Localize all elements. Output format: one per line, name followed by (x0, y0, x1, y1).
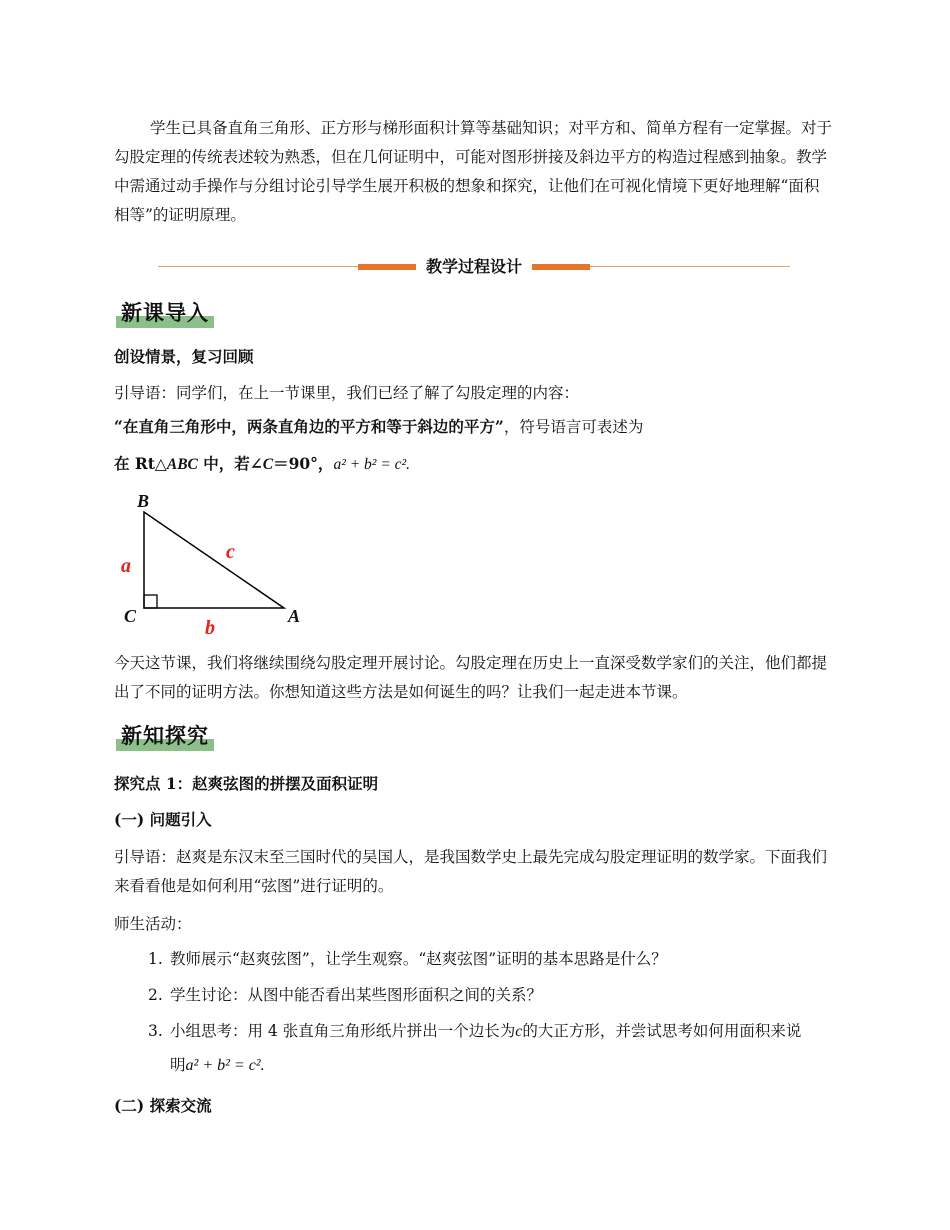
section-banner (158, 254, 790, 280)
heading-text: 新课导入 (121, 301, 209, 325)
guide-line: 引导语：同学们，在上一节课里，我们已经了解了勾股定理的内容： (114, 384, 580, 402)
theorem-quote-rest: ，符号语言可表述为 (503, 418, 644, 436)
list-text: 学生讨论：从图中能否看出某些图形面积之间的关系？ (170, 986, 543, 1004)
section-heading-explore (116, 721, 214, 751)
formula-prefix: 在 Rt△ (114, 454, 167, 473)
list-item (148, 948, 667, 970)
list-text: 小组思考：用 4 张直角三角形纸片拼出一个边长为 (170, 1022, 516, 1040)
section-heading-intro (116, 298, 214, 328)
lesson-intro-paragraph: 今天这节课，我们将继续围绕勾股定理开展讨论。勾股定理在历史上一直深受数学家们的关注，他们都提出了不同的证明方法。你想知道这些方法是如何诞生的吗？让我们一起走进本节课。 (114, 654, 828, 701)
list-item (148, 1020, 832, 1043)
list-text: 教师展示“赵爽弦图”，让学生观察。“赵爽弦图”证明的基本思路是什么？ (170, 950, 667, 968)
list-item (148, 984, 542, 1006)
banner-title: 教学过程设计 (416, 254, 532, 280)
vertex-a-label: A (288, 606, 301, 626)
list-number: 3. (148, 1022, 163, 1040)
heading-text: 新知探究 (121, 724, 209, 748)
formula-math: a² + b² = c². (333, 456, 411, 473)
part2-title: (二) 探索交流 (114, 1096, 212, 1115)
part1-title: (一) 问题引入 (114, 810, 212, 829)
side-length-var: c (515, 1023, 523, 1040)
side-b-label: b (205, 617, 215, 639)
side-a-label: a (121, 555, 131, 577)
banner-accent-right (532, 264, 590, 270)
pythagoras-formula: a² + b² = c². (185, 1057, 265, 1074)
subheading-review: 创设情景，复习回顾 (114, 347, 254, 366)
side-c-label: c (226, 541, 235, 563)
right-angle-mark (144, 595, 157, 608)
list-text-tail: 明 (170, 1056, 186, 1074)
list-number: 1. (148, 950, 163, 968)
formula-eq: ＝90°， (273, 454, 334, 473)
vertex-b-label: B (137, 491, 150, 511)
list-number: 2. (148, 986, 163, 1004)
formula-mid: 中，若∠ (197, 454, 263, 473)
vertex-c-label: C (124, 606, 137, 626)
triangle-shape (144, 512, 284, 608)
part1-paragraph: 引导语：赵爽是东汉末至三国时代的吴国人，是我国数学史上最先完成勾股定理证明的数学家。下面我们来看看他是如何利用“弦图”进行证明的。 (114, 848, 828, 895)
banner-accent-left (358, 264, 416, 270)
explore-point-title: 探究点 1：赵爽弦图的拼摆及面积证明 (114, 774, 379, 793)
activity-label: 师生活动： (114, 915, 192, 933)
list-text-cont: 的大正方形，并尝试思考如何用面积来说 (522, 1022, 802, 1040)
list-item-continued (170, 1054, 265, 1077)
right-triangle-figure (110, 488, 330, 644)
formula-angle-c: C (262, 456, 274, 473)
intro-paragraph: 学生已具备直角三角形、正方形与梯形面积计算等基础知识；对平方和、简单方程有一定掌握。对于勾股定理的传统表述较为熟悉，但在几何证明中，可能对图形拼接及斜边平方的构造过程感到抽象。教学中需通过动手操作与分组讨论引导学生展开积极的想象和探究，让他们在可视化情境下更好地理解“面积相等”的证明原理。 (114, 119, 833, 224)
theorem-quote (114, 416, 643, 438)
formula-abc: ABC (166, 456, 198, 473)
theorem-formula (114, 453, 410, 476)
theorem-quote-bold: “在直角三角形中，两条直角边的平方和等于斜边的平方” (114, 417, 504, 436)
